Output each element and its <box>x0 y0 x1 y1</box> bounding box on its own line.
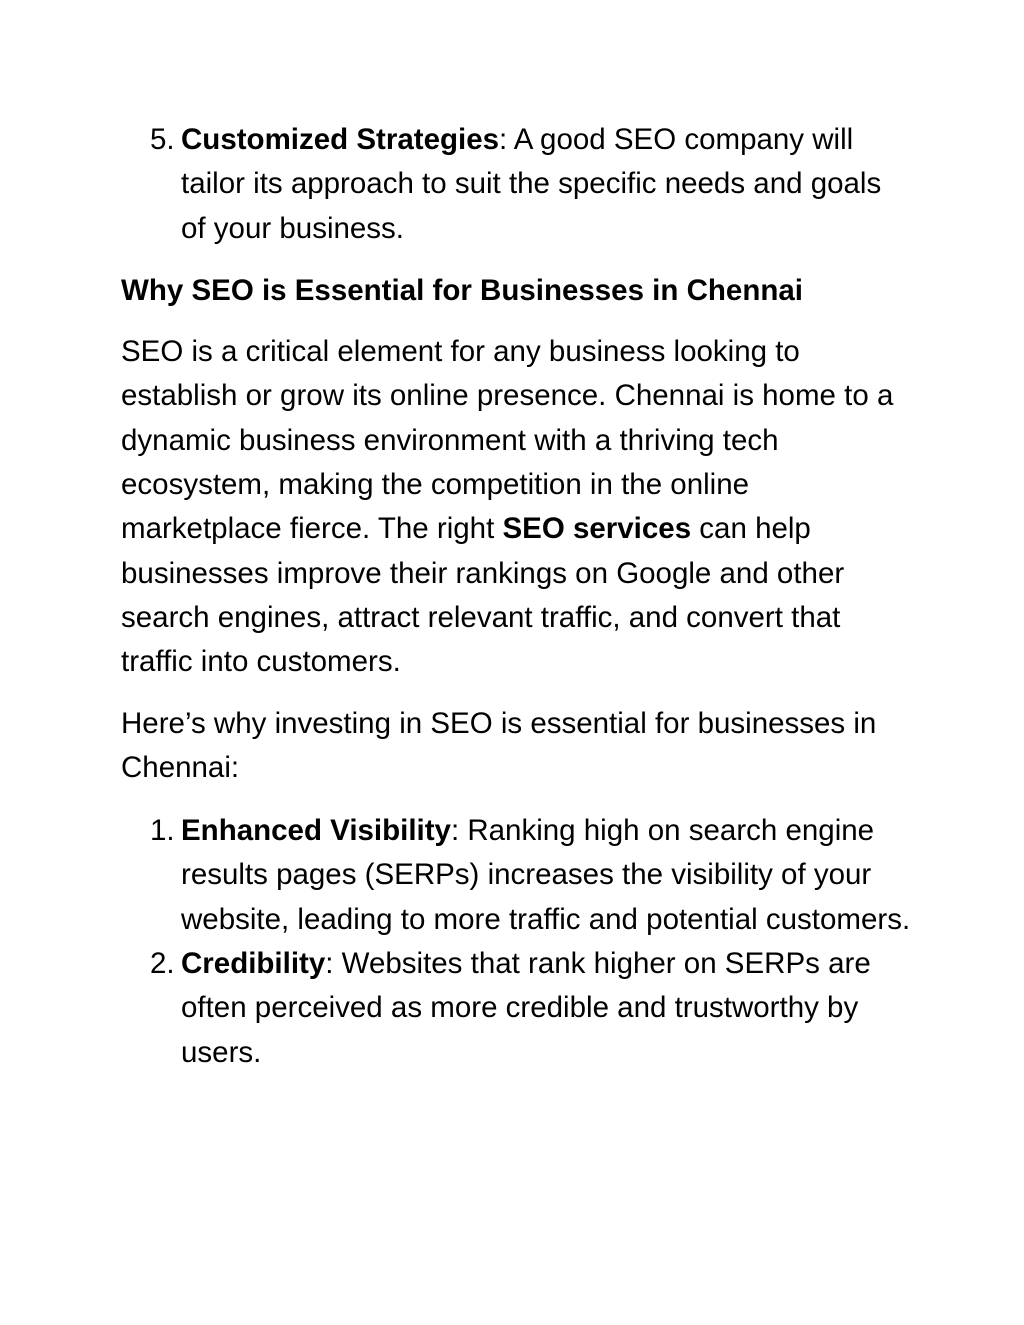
list-item <box>121 942 911 1075</box>
section-heading: Why SEO is Essential for Businesses in Chennai <box>121 273 803 307</box>
numbered-list-bottom <box>121 807 911 1075</box>
list-item-number: 2. <box>150 947 175 981</box>
document-page <box>121 118 911 1075</box>
list-item <box>121 809 911 942</box>
list-item-term: Customized Strategies <box>181 123 500 156</box>
list-item-description: : Ranking high on search engine results pages (SERPs) increases the visibility of your website, leading to more traffic and potential customers. <box>181 814 911 936</box>
paragraph-lead-in: Here’s why investing in SEO is essential for businesses in Chennai: <box>121 706 877 784</box>
list-item-text <box>181 118 911 251</box>
list-item-term: Credibility <box>181 947 326 981</box>
paragraph-intro <box>121 330 911 701</box>
list-item-description: : A good SEO company will tailor its approach to suit the specific needs and goals of your business. <box>181 123 882 245</box>
list-item-text <box>181 942 911 1075</box>
numbered-list-top <box>121 118 911 251</box>
paragraph-intro-bold: SEO services <box>502 512 692 546</box>
paragraph-intro-start: SEO is a critical element for any business looking to establish or grow its online presence. Chennai is home to a dynamic business environment with a thriving tech ecosystem, making the competition in the online marketplace fierce. The right <box>121 335 894 546</box>
list-item-description: : Websites that rank higher on SERPs are often perceived as more credible and trustworthy by users. <box>181 947 871 1069</box>
list-item-number: 1. <box>150 814 175 848</box>
list-item-number: 5. <box>150 123 175 156</box>
list-item <box>121 118 911 251</box>
list-item-text <box>181 809 911 942</box>
paragraph-intro-end: can help businesses improve their rankings on Google and other search engines, attract relevant traffic, and convert that traffic into customers. <box>121 512 845 679</box>
list-item-term: Enhanced Visibility <box>181 814 451 848</box>
